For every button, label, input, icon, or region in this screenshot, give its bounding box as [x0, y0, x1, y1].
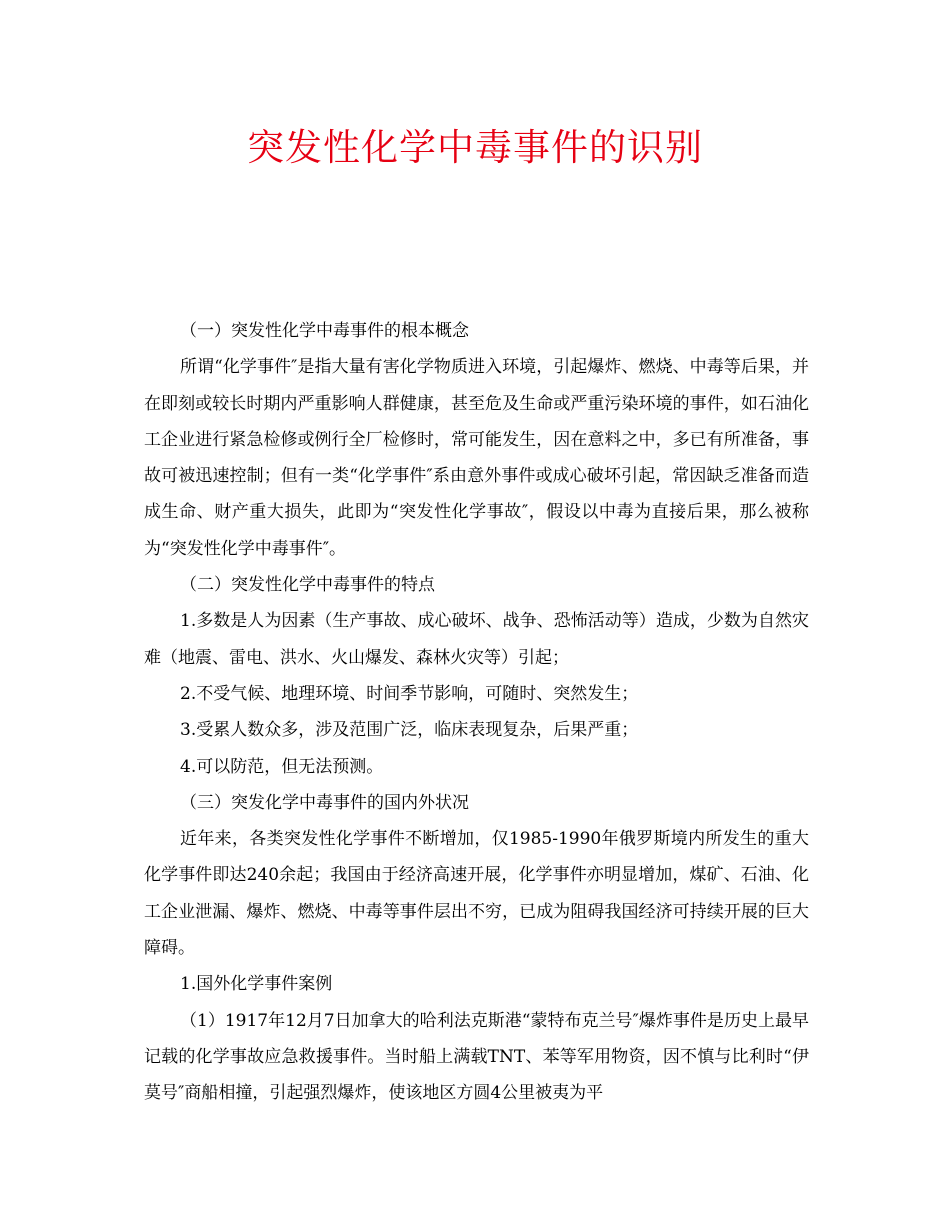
subsection-heading: 1.国外化学事件案例	[180, 974, 333, 995]
section-heading-2: （二）突发性化学中毒事件的特点	[180, 575, 435, 596]
list-item: 2.不受气候、地理环境、时间季节影响，可随时、突然发生；	[180, 683, 639, 704]
body-paragraph: 所谓“化学事件″是指大量有害化学物质进入环境，引起爆炸、燃烧、中毒等后果，并在即刻或较长时期内严重影响人群健康，甚至危及生命或严重污染环境的事件，如石油化工企业进行紧急检修或例行全厂检修时，常可能发生，因在意料之中，多已有所准备，事故可被迅速控制；但有一类“化学事件″系由意外事件或成心破坏引起，常因缺乏准备而造成生命、财产重大损失，此即为“突发性化学事故″，假设以中毒为直接后果，那么被称为“突发性化学中毒事件″。	[144, 357, 809, 559]
body-paragraph: 近年来，各类突发性化学事件不断增加，仅1985-1990年俄罗斯境内所发生的重大化学事件即达240余起；我国由于经济高速开展，化学事件亦明显增加，煤矿、石油、化工企业泄漏、爆炸、燃烧、中毒等事件层出不穷，已成为阻碍我国经济可持续开展的巨大障碍。	[144, 829, 809, 959]
section-heading-3: （三）突发化学中毒事件的国内外状况	[180, 792, 469, 813]
list-item: 4.可以防范，但无法预测。	[180, 756, 384, 777]
document-body	[144, 313, 809, 1112]
list-item: 1.多数是人为因素（生产事故、成心破坏、战争、恐怖活动等）造成，少数为自然灾难（地震、雷电、洪水、火山爆发、森林火灾等）引起；	[144, 611, 809, 668]
document-title: 突发性化学中毒事件的识别	[247, 126, 703, 169]
section-heading-1: （一）突发性化学中毒事件的根本概念	[180, 321, 469, 341]
body-paragraph: （1）1917年12月7日加拿大的哈利法克斯港“蒙特布克兰号″爆炸事件是历史上最早记载的化学事故应急救援事件。当时船上满载TNT、苯等军用物资，因不慎与比利时“伊莫号″商船相撞，引起强烈爆炸，使该地区方圆4公里被夷为平	[144, 1010, 809, 1104]
list-item: 3.受累人数众多，涉及范围广泛，临床表现复杂，后果严重；	[180, 720, 639, 741]
